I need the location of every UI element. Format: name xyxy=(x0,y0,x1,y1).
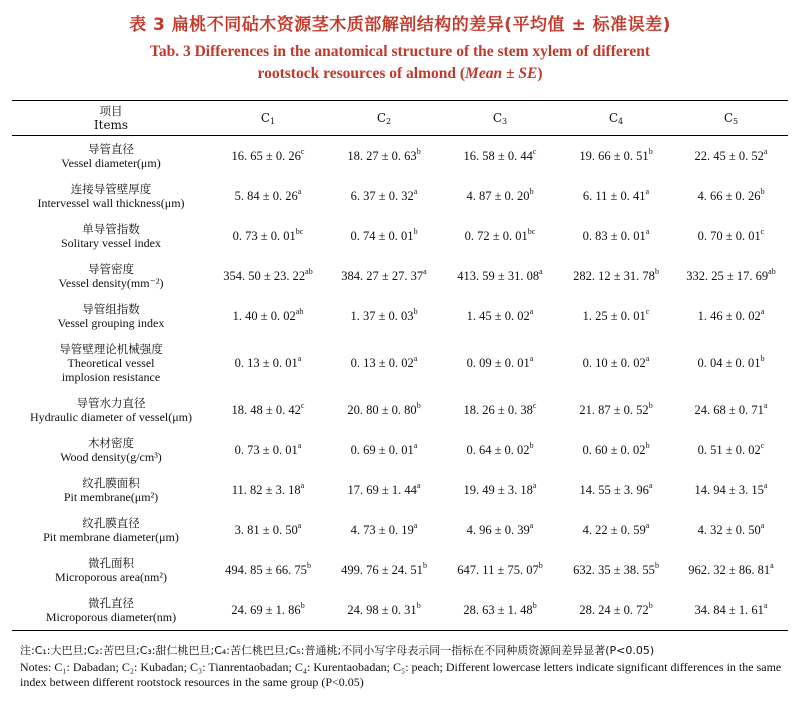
table-cell xyxy=(442,510,558,550)
table-cell xyxy=(326,430,442,470)
column-header xyxy=(326,101,442,136)
significance-letter: a xyxy=(760,520,765,530)
significance-letter: b xyxy=(648,146,653,156)
table-cell xyxy=(326,336,442,390)
cell-value: 5. 84 ± 0. 26 xyxy=(234,188,298,203)
significance-letter: b xyxy=(416,146,421,156)
cell-value: 6. 37 ± 0. 32 xyxy=(350,188,414,203)
significance-letter: a xyxy=(770,560,774,570)
significance-letter: a xyxy=(416,480,421,490)
items-header-en: Items xyxy=(93,118,129,132)
significance-letter: b xyxy=(538,560,543,570)
cell-value: 499. 76 ± 24. 51 xyxy=(341,562,423,577)
table-cell xyxy=(442,296,558,336)
cell-value: 0. 70 ± 0. 01 xyxy=(697,228,761,243)
table-cell xyxy=(674,430,788,470)
table-cell xyxy=(558,136,674,177)
table-cell xyxy=(326,510,442,550)
table-cell xyxy=(674,216,788,256)
table-cell xyxy=(674,510,788,550)
cell-value: 0. 13 ± 0. 02 xyxy=(350,355,414,370)
table-cell xyxy=(558,176,674,216)
table-cell xyxy=(674,550,788,590)
item-en: Solitary vessel index xyxy=(61,236,161,250)
table-cell xyxy=(558,590,674,631)
significance-letter: b xyxy=(654,560,659,570)
table-row xyxy=(12,550,788,590)
significance-letter: ab xyxy=(295,306,304,316)
cell-value: 0. 51 ± 0. 02 xyxy=(697,442,761,457)
cell-value: 0. 04 ± 0. 01 xyxy=(697,355,761,370)
cell-value: 0. 64 ± 0. 02 xyxy=(466,442,530,457)
significance-letter: b xyxy=(654,266,659,276)
cell-value: 4. 22 ± 0. 59 xyxy=(582,522,646,537)
cell-value: 34. 84 ± 1. 61 xyxy=(694,602,764,617)
table-cell xyxy=(210,136,326,177)
significance-letter: ab xyxy=(768,266,776,276)
cell-value: 19. 49 ± 3. 18 xyxy=(463,482,533,497)
table-cell xyxy=(326,296,442,336)
table-cell xyxy=(442,430,558,470)
item-cn: 导管密度 xyxy=(88,262,134,276)
cell-value: 0. 13 ± 0. 01 xyxy=(234,355,298,370)
table-cell xyxy=(442,550,558,590)
table-row xyxy=(12,390,788,430)
item-cn: 木材密度 xyxy=(88,436,134,450)
significance-letter: a xyxy=(413,520,418,530)
table-cell xyxy=(442,256,558,296)
table-row xyxy=(12,590,788,631)
cell-value: 354. 50 ± 23. 22 xyxy=(223,268,306,283)
column-header xyxy=(442,101,558,136)
item-cn: 纹孔膜直径 xyxy=(82,516,140,530)
notes-cn: 注:C₁:大巴旦;C₂:苦巴旦;C₃:甜仁桃巴旦;C₄:苦仁桃巴旦;C₅:普通桃;不同小写字母表示同一指标在不同种质资源间差异显著(P<0.05) xyxy=(20,644,655,657)
table-cell xyxy=(558,256,674,296)
significance-letter: b xyxy=(413,306,418,316)
title-mean: Mean xyxy=(465,65,503,82)
table-row xyxy=(12,470,788,510)
table-cell xyxy=(674,390,788,430)
item-cn: 导管直径 xyxy=(88,142,134,156)
table-cell xyxy=(442,336,558,390)
title-se: SE xyxy=(518,65,538,82)
table-cell xyxy=(674,470,788,510)
row-item-label xyxy=(12,430,210,470)
table-cell xyxy=(674,176,788,216)
table-cell xyxy=(558,336,674,390)
col-sub: 5 xyxy=(733,117,739,126)
item-en: Vessel density(mm⁻²) xyxy=(58,276,164,290)
table-cell xyxy=(326,136,442,177)
table-cell xyxy=(674,336,788,390)
cell-value: 16. 58 ± 0. 44 xyxy=(463,148,533,163)
table-title-en xyxy=(0,41,800,85)
table-cell xyxy=(326,216,442,256)
significance-letter: b xyxy=(760,186,765,196)
cell-value: 4. 73 ± 0. 19 xyxy=(350,522,414,537)
cell-value: 24. 69 ± 1. 86 xyxy=(231,602,301,617)
cell-value: 14. 55 ± 3. 96 xyxy=(579,482,649,497)
cell-value: 18. 48 ± 0. 42 xyxy=(231,402,301,417)
item-en: Microporous diameter(nm) xyxy=(45,610,177,624)
cell-value: 1. 25 ± 0. 01 xyxy=(582,308,646,323)
cell-value: 0. 10 ± 0. 02 xyxy=(582,355,646,370)
item-cn: 导管水力直径 xyxy=(76,396,146,410)
item-en: Microporous area(nm²) xyxy=(55,570,167,584)
cell-value: 413. 59 ± 31. 08 xyxy=(457,268,540,283)
table-cell xyxy=(210,296,326,336)
table-cell xyxy=(210,510,326,550)
col-sub: 1 xyxy=(270,117,276,126)
row-item-label xyxy=(12,336,210,390)
table-cell xyxy=(326,470,442,510)
table-cell xyxy=(210,256,326,296)
significance-letter: c xyxy=(532,146,537,156)
table-cell xyxy=(210,216,326,256)
significance-letter: c xyxy=(645,306,650,316)
significance-letter: b xyxy=(422,560,427,570)
table-cell xyxy=(326,550,442,590)
col-base: C xyxy=(723,111,734,125)
table-cell xyxy=(210,336,326,390)
col-base: C xyxy=(608,111,619,125)
cell-value: 632. 35 ± 38. 55 xyxy=(573,562,655,577)
cell-value: 332. 25 ± 17. 69 xyxy=(686,268,769,283)
item-cn: 导管组指数 xyxy=(82,302,140,316)
significance-letter: c xyxy=(760,226,765,236)
cell-value: 24. 68 ± 0. 71 xyxy=(694,402,764,417)
table-cell xyxy=(558,510,674,550)
cell-value: 3. 81 ± 0. 50 xyxy=(234,522,298,537)
cell-value: 0. 09 ± 0. 01 xyxy=(466,355,530,370)
column-header xyxy=(674,101,788,136)
table-cell xyxy=(442,176,558,216)
cell-value: 647. 11 ± 75. 07 xyxy=(457,562,539,577)
table-cell xyxy=(210,550,326,590)
anatomy-table xyxy=(12,100,788,631)
significance-letter: b xyxy=(532,600,537,610)
row-item-label xyxy=(12,590,210,631)
significance-letter: a xyxy=(763,400,768,410)
table-cell xyxy=(326,256,442,296)
significance-letter: a xyxy=(763,480,768,490)
col-base: C xyxy=(376,111,387,125)
title-pm: ± xyxy=(502,65,519,82)
cell-value: 28. 63 ± 1. 48 xyxy=(463,602,533,617)
cell-value: 0. 72 ± 0. 01 xyxy=(464,228,528,243)
title-text: rootstock resources of almond ( xyxy=(257,65,466,82)
significance-letter: a xyxy=(297,353,302,363)
cell-value: 4. 96 ± 0. 39 xyxy=(466,522,530,537)
item-en: Theoretical vessel xyxy=(67,356,155,370)
significance-letter: a xyxy=(297,520,302,530)
cell-value: 962. 32 ± 86. 81 xyxy=(688,562,771,577)
table-cell xyxy=(674,296,788,336)
row-item-label xyxy=(12,510,210,550)
cell-value: 24. 98 ± 0. 31 xyxy=(347,602,417,617)
table-cell xyxy=(442,590,558,631)
significance-letter: a xyxy=(539,266,543,276)
significance-letter: bc xyxy=(295,226,304,236)
table-body xyxy=(12,136,788,631)
item-en: Intervessel wall thickness(μm) xyxy=(37,196,185,210)
cell-value: 18. 26 ± 0. 38 xyxy=(463,402,533,417)
column-header xyxy=(210,101,326,136)
items-header xyxy=(12,101,210,136)
row-item-label xyxy=(12,390,210,430)
table-cell xyxy=(674,590,788,631)
significance-letter: a xyxy=(529,306,534,316)
table-cell xyxy=(210,590,326,631)
significance-letter: b xyxy=(760,353,765,363)
table-cell xyxy=(558,390,674,430)
table-row xyxy=(12,256,788,296)
col-sub: 2 xyxy=(386,117,392,126)
item-en: Hydraulic diameter of vessel(μm) xyxy=(29,410,193,424)
significance-letter: b xyxy=(529,440,534,450)
cell-value: 21. 87 ± 0. 52 xyxy=(579,402,649,417)
cell-value: 0. 74 ± 0. 01 xyxy=(350,228,414,243)
row-item-label xyxy=(12,296,210,336)
cell-value: 14. 94 ± 3. 15 xyxy=(694,482,764,497)
item-cn: 纹孔膜面积 xyxy=(82,476,140,490)
significance-letter: a xyxy=(529,353,534,363)
cell-value: 16. 65 ± 0. 26 xyxy=(231,148,301,163)
cell-value: 0. 73 ± 0. 01 xyxy=(232,228,296,243)
significance-letter: a xyxy=(645,520,650,530)
table-cell xyxy=(674,136,788,177)
table-cell xyxy=(558,296,674,336)
significance-letter: ab xyxy=(305,266,313,276)
significance-letter: b xyxy=(648,400,653,410)
significance-letter: c xyxy=(300,146,305,156)
row-item-label xyxy=(12,136,210,177)
table-cell xyxy=(558,470,674,510)
item-cn: 导管壁理论机械强度 xyxy=(59,342,163,356)
title-close: ) xyxy=(537,65,543,82)
row-item-label xyxy=(12,550,210,590)
cell-value: 4. 87 ± 0. 20 xyxy=(466,188,530,203)
table-row xyxy=(12,136,788,177)
table-cell xyxy=(326,590,442,631)
cell-value: 18. 27 ± 0. 63 xyxy=(347,148,417,163)
cell-value: 0. 60 ± 0. 02 xyxy=(582,442,646,457)
cell-value: 4. 32 ± 0. 50 xyxy=(697,522,761,537)
item-en: Vessel diameter(μm) xyxy=(61,156,161,170)
table-cell xyxy=(210,390,326,430)
table-row xyxy=(12,336,788,390)
cell-value: 1. 40 ± 0. 02 xyxy=(232,308,296,323)
cell-value: 282. 12 ± 31. 78 xyxy=(573,268,655,283)
significance-letter: a xyxy=(760,306,765,316)
significance-letter: a xyxy=(423,266,427,276)
col-sub: 4 xyxy=(618,117,624,126)
significance-letter: b xyxy=(648,600,653,610)
row-item-label xyxy=(12,470,210,510)
cell-value: 4. 66 ± 0. 26 xyxy=(697,188,761,203)
table-cell xyxy=(210,176,326,216)
cell-value: 11. 82 ± 3. 18 xyxy=(231,482,301,497)
item-cn: 单导管指数 xyxy=(82,222,140,236)
page xyxy=(0,10,800,717)
table-row xyxy=(12,176,788,216)
significance-letter: c xyxy=(300,400,305,410)
cell-value: 1. 37 ± 0. 03 xyxy=(350,308,414,323)
item-en: Pit membrane diameter(μm) xyxy=(43,530,179,544)
table-cell xyxy=(210,430,326,470)
significance-letter: b xyxy=(306,560,311,570)
significance-letter: bc xyxy=(527,226,536,236)
significance-letter: b xyxy=(300,600,305,610)
significance-letter: b xyxy=(645,440,650,450)
cell-value: 494. 85 ± 66. 75 xyxy=(225,562,307,577)
cell-value: 22. 45 ± 0. 52 xyxy=(694,148,764,163)
cell-value: 1. 46 ± 0. 02 xyxy=(697,308,761,323)
significance-letter: a xyxy=(300,480,305,490)
items-header-cn: 项目 xyxy=(99,104,123,118)
column-header xyxy=(558,101,674,136)
significance-letter: a xyxy=(297,440,302,450)
cell-value: 1. 45 ± 0. 02 xyxy=(466,308,530,323)
col-base: C xyxy=(260,111,271,125)
row-item-label xyxy=(12,176,210,216)
significance-letter: a xyxy=(645,353,650,363)
significance-letter: b xyxy=(416,600,421,610)
table-title-en-line2 xyxy=(0,63,800,85)
item-en: Vessel grouping index xyxy=(57,316,165,330)
significance-letter: a xyxy=(413,353,418,363)
significance-letter: a xyxy=(532,480,537,490)
significance-letter: b xyxy=(416,400,421,410)
table-cell xyxy=(558,216,674,256)
item-en: Pit membrane(μm²) xyxy=(63,490,159,504)
table-cell xyxy=(326,176,442,216)
cell-value: 384. 27 ± 27. 37 xyxy=(341,268,424,283)
cell-value: 28. 24 ± 0. 72 xyxy=(579,602,649,617)
cell-value: 20. 80 ± 0. 80 xyxy=(347,402,417,417)
significance-letter: a xyxy=(529,520,534,530)
header-row xyxy=(12,101,788,136)
table-row xyxy=(12,216,788,256)
significance-letter: a xyxy=(763,600,768,610)
notes-en: Notes: C₁: Dabadan; C₂: Kubadan; C₃: Tianrentaobadan; C₄: Kurentaobadan; C₅: peach; Different lowercase letters indicate significant differences in the same index between different rootstock resources in the same group (P<0.05) xyxy=(20,660,782,689)
significance-letter: c xyxy=(532,400,537,410)
significance-letter: c xyxy=(760,440,765,450)
cell-value: 0. 73 ± 0. 01 xyxy=(234,442,298,457)
significance-letter: b xyxy=(529,186,534,196)
row-item-label xyxy=(12,216,210,256)
table-row xyxy=(12,430,788,470)
table-cell xyxy=(442,390,558,430)
item-cn: 连接导管壁厚度 xyxy=(70,182,152,196)
table-cell xyxy=(558,430,674,470)
table-cell xyxy=(210,470,326,510)
cell-value: 19. 66 ± 0. 51 xyxy=(579,148,649,163)
table-cell xyxy=(674,256,788,296)
significance-letter: b xyxy=(413,226,418,236)
table-cell xyxy=(558,550,674,590)
table-notes xyxy=(20,643,788,690)
item-cn: 微孔面积 xyxy=(88,556,134,570)
table-title-en-line1: Tab. 3 Differences in the anatomical structure of the stem xylem of different xyxy=(149,43,651,60)
item-en-line2: implosion resistance xyxy=(61,370,161,384)
significance-letter: a xyxy=(413,186,418,196)
table-cell xyxy=(442,470,558,510)
significance-letter: a xyxy=(413,440,418,450)
table-cell xyxy=(442,136,558,177)
significance-letter: a xyxy=(648,480,653,490)
significance-letter: a xyxy=(297,186,302,196)
cell-value: 17. 69 ± 1. 44 xyxy=(347,482,417,497)
col-sub: 3 xyxy=(502,117,508,126)
row-item-label xyxy=(12,256,210,296)
col-base: C xyxy=(492,111,503,125)
table-row xyxy=(12,296,788,336)
table-cell xyxy=(442,216,558,256)
significance-letter: a xyxy=(763,146,768,156)
item-cn: 微孔直径 xyxy=(88,596,134,610)
cell-value: 0. 83 ± 0. 01 xyxy=(582,228,646,243)
significance-letter: a xyxy=(645,186,650,196)
table-title-cn: 表 3 扁桃不同砧木资源茎木质部解剖结构的差异(平均值 ± 标准误差) xyxy=(129,15,671,35)
cell-value: 6. 11 ± 0. 41 xyxy=(582,188,646,203)
significance-letter: a xyxy=(645,226,650,236)
item-en: Wood density(g/cm³) xyxy=(60,450,162,464)
table-cell xyxy=(326,390,442,430)
cell-value: 0. 69 ± 0. 01 xyxy=(350,442,414,457)
table-row xyxy=(12,510,788,550)
